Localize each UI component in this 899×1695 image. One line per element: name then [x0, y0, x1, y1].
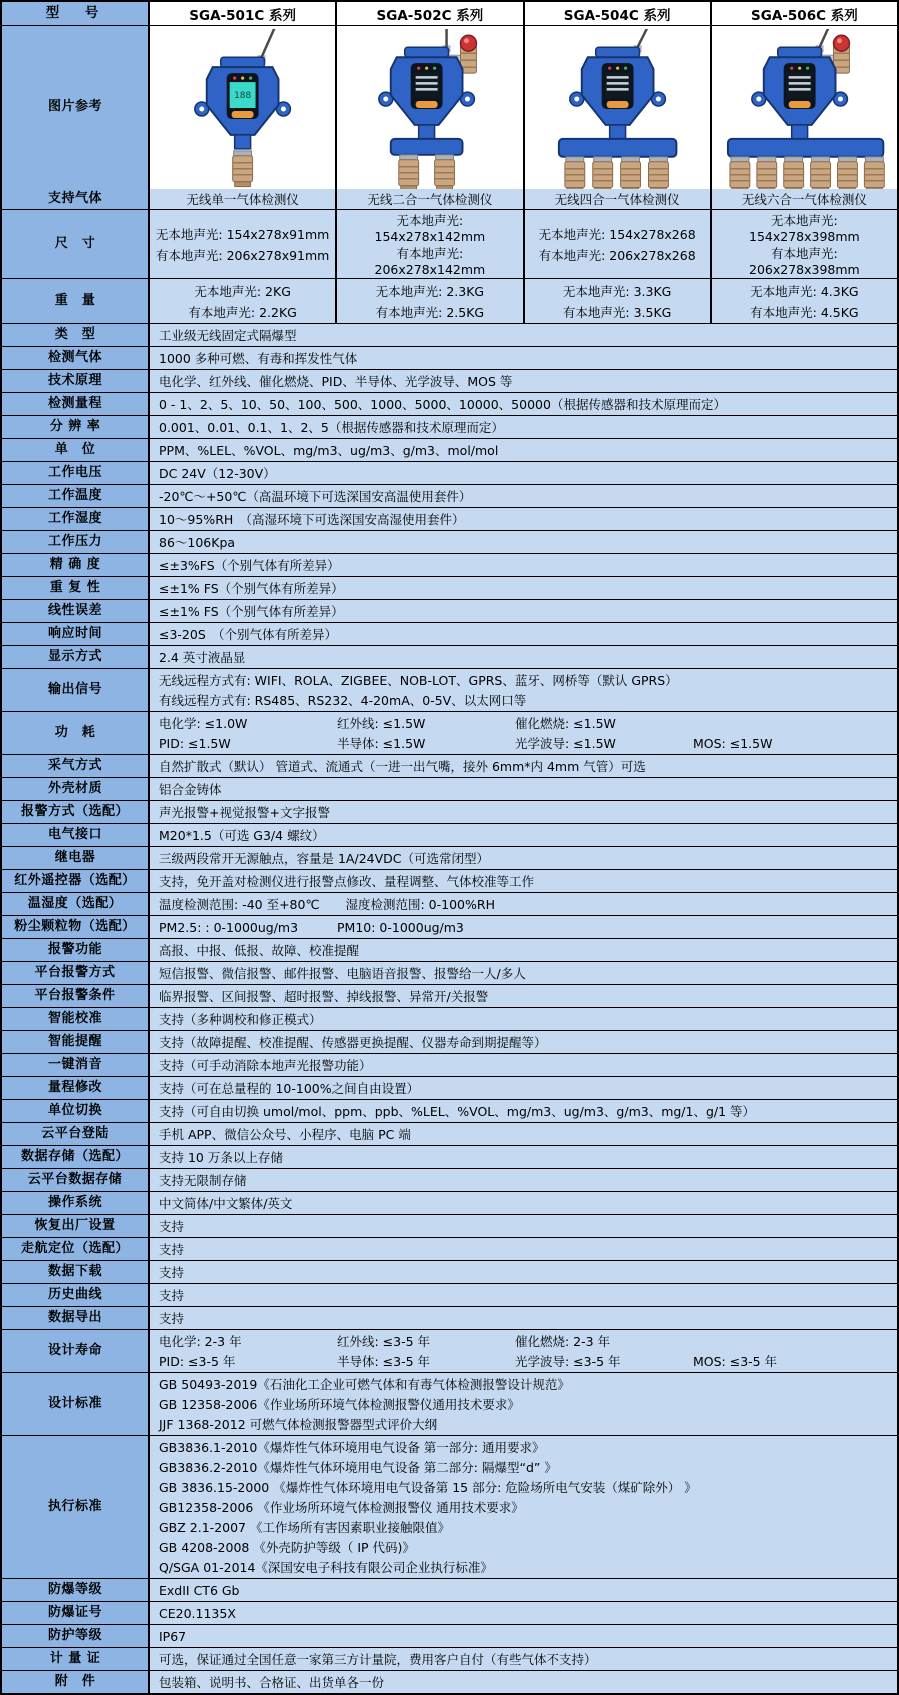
row-label: 计 量 证 — [2, 1648, 148, 1670]
table-row — [2, 392, 897, 415]
row-label: 单位切换 — [2, 1100, 148, 1122]
value-line: 支持（可自由切换 umol/mol、ppm、ppb、%LEL、%VOL、mg/m3、ug/m3、g/m3、mg/1、g/1 等） — [159, 1104, 756, 1119]
table-row — [2, 668, 897, 711]
row-label: 输出信号 — [2, 669, 148, 711]
row-value — [148, 824, 897, 846]
value-line: 1000 多种可燃、有毒和挥发性气体 — [159, 351, 358, 366]
row-value — [148, 1330, 897, 1372]
model-value — [335, 279, 522, 323]
row-label: 工作温度 — [2, 485, 148, 507]
model-name-sga-506c: SGA-506C 系列 — [710, 2, 897, 25]
value-line: 支持 — [159, 1242, 185, 1257]
row-label: 工作电压 — [2, 462, 148, 484]
row-label: 报警方式（选配） — [2, 801, 148, 823]
value-line: 无本地声光: 3.3KG — [562, 283, 672, 299]
value-line: 无本地声光: 154x278x268 — [538, 226, 696, 242]
value-segment: 红外线: ≤3-5 年 — [337, 1334, 431, 1349]
value-segment: PM10: 0-1000ug/m3 — [337, 919, 464, 935]
value-line: 短信报警、微信报警、邮件报警、电脑语音报警、报警给一人/多人 — [159, 966, 526, 981]
table-row — [2, 438, 897, 461]
value-segment: 半导体: ≤1.5W — [337, 736, 426, 751]
row-value — [148, 1373, 897, 1435]
row-label: 历史曲线 — [2, 1284, 148, 1306]
value-line: 手机 APP、微信公众号、小程序、电脑 PC 端 — [159, 1127, 411, 1142]
row-label: 功 耗 — [2, 712, 148, 754]
row-label: 防爆证号 — [2, 1602, 148, 1624]
value-line: 有本地声光: 206x278x91mm — [155, 247, 330, 263]
value-line: 有本地声光: 2.5KG — [375, 304, 485, 320]
row-label: 尺 寸 — [2, 210, 148, 278]
row-value — [148, 393, 897, 415]
row-value — [148, 439, 897, 461]
table-row — [2, 323, 897, 346]
value-line — [159, 1331, 893, 1351]
table-row — [2, 1260, 897, 1283]
table-row — [2, 530, 897, 553]
value-line: GB 12358-2006《作业场所环境气体检测报警仪通用技术要求》 — [159, 1397, 520, 1412]
row-label: 支持气体 — [2, 189, 148, 209]
table-row — [2, 1647, 897, 1670]
table-row — [2, 1237, 897, 1260]
table-header-row — [2, 2, 897, 25]
value-line: 包装箱、说明书、合格证、出货单各一份 — [159, 1675, 385, 1690]
row-value — [148, 1100, 897, 1122]
value-line: 2.4 英寸液晶显 — [159, 650, 246, 665]
value-line: 有本地声光: 2.2KG — [188, 304, 297, 320]
row-value — [148, 531, 897, 553]
model-value: 无线四合一气体检测仪 — [523, 189, 710, 209]
table-row — [2, 1099, 897, 1122]
value-segment: PM2.5: : 0-1000ug/m3 — [159, 919, 299, 935]
table-row — [2, 938, 897, 961]
table-row — [2, 1053, 897, 1076]
table-row — [2, 576, 897, 599]
value-line: 支持 — [159, 1311, 185, 1326]
value-line — [159, 1351, 893, 1371]
table-row — [2, 1168, 897, 1191]
value-line: 10～95%RH （高湿环境下可选深国安高湿使用套件） — [159, 512, 465, 527]
value-line: DC 24V（12-30V） — [159, 466, 276, 481]
row-label: 附 件 — [2, 1671, 148, 1693]
value-line: 支持 10 万条以上存储 — [159, 1150, 283, 1165]
table-row — [2, 415, 897, 438]
row-label: 重 量 — [2, 279, 148, 323]
row-label: 类 型 — [2, 324, 148, 346]
product-image-cell-sga-504c — [523, 26, 710, 189]
table-row — [2, 961, 897, 984]
row-label: 设计标准 — [2, 1373, 148, 1435]
image-row-label: 图片参考 — [2, 26, 148, 189]
value-line: GB3836.1-2010《爆炸性气体环境用电气设备 第一部分: 通用要求》 — [159, 1440, 545, 1455]
row-label: 继电器 — [2, 847, 148, 869]
table-row — [2, 1435, 897, 1578]
row-label: 智能校准 — [2, 1008, 148, 1030]
table-row — [2, 1306, 897, 1329]
value-line: 无本地声光: 154x278x398mm — [749, 213, 860, 244]
value-line: GB 3836.15-2000 《爆炸性气体环境用电气设备第 15 部分: 危险场所电气安装（煤矿除外） 》 — [159, 1480, 697, 1495]
row-label: 智能提醒 — [2, 1031, 148, 1053]
model-value — [710, 210, 897, 278]
table-row — [2, 1283, 897, 1306]
row-value — [148, 1436, 897, 1578]
value-line: ExdII CT6 Gb — [159, 1582, 240, 1598]
table-row — [2, 869, 897, 892]
row-value — [148, 847, 897, 869]
value-line: 有本地声光: 4.5KG — [750, 304, 859, 320]
row-value — [148, 462, 897, 484]
model-header-label: 型 号 — [2, 2, 148, 25]
image-reference-row — [2, 25, 897, 189]
value-line: 中文简体/中文繁体/英文 — [159, 1196, 293, 1211]
row-value — [148, 554, 897, 576]
value-line: 高报、中报、低报、故障、校准提醒 — [159, 943, 360, 958]
value-line — [159, 917, 893, 937]
value-line: 电化学、红外线、催化燃烧、PID、半导体、光学波导、MOS 等 — [159, 374, 513, 389]
sga-506c-product-image — [712, 29, 897, 189]
table-row — [2, 599, 897, 622]
row-value — [148, 1579, 897, 1601]
model-value: 无线单一气体检测仪 — [148, 189, 335, 209]
row-label: 量程修改 — [2, 1077, 148, 1099]
row-value — [148, 1238, 897, 1260]
row-label: 单 位 — [2, 439, 148, 461]
value-line: ≤±1% FS（个别气体有所差异） — [159, 581, 344, 596]
row-label: 执行标准 — [2, 1436, 148, 1578]
value-line: 有本地声光: 206x278x142mm — [374, 246, 486, 277]
value-line: GB12358-2006 《作业场所环境气体检测报警仪 通用技术要求》 — [159, 1500, 524, 1515]
value-line: GB 50493-2019《石油化工企业可燃气体和有毒气体检测报警设计规范》 — [159, 1377, 570, 1392]
value-line: 支持 — [159, 1265, 185, 1280]
sga-502c-product-image — [337, 29, 522, 189]
row-label: 工作压力 — [2, 531, 148, 553]
row-label: 精 确 度 — [2, 554, 148, 576]
value-line: 无本地声光: 154x278x91mm — [155, 226, 330, 242]
value-line: 无本地声光: 2KG — [194, 283, 291, 299]
value-segment: MOS: ≤3-5 年 — [693, 1354, 778, 1369]
value-line: ≤±1% FS（个别气体有所差异） — [159, 604, 344, 619]
row-value — [148, 324, 897, 346]
table-row — [2, 1601, 897, 1624]
value-line: ≤±3%FS（个别气体有所差异） — [159, 558, 340, 573]
value-line: 支持，免开盖对检测仪进行报警点修改、量程调整、气体校准等工作 — [159, 874, 535, 889]
value-segment: PID: ≤1.5W — [159, 735, 231, 751]
value-line: 无本地声光: 154x278x142mm — [374, 213, 486, 244]
model-name-sga-501c: SGA-501C 系列 — [148, 2, 335, 25]
row-label: 温湿度（选配） — [2, 893, 148, 915]
row-value — [148, 712, 897, 754]
row-value — [148, 1008, 897, 1030]
model-value — [710, 279, 897, 323]
value-line — [159, 713, 893, 733]
table-row — [2, 1670, 897, 1693]
row-value — [148, 577, 897, 599]
table-row — [2, 1578, 897, 1601]
table-row — [2, 1624, 897, 1647]
product-image-cell-sga-506c — [710, 26, 897, 189]
row-label: 分 辨 率 — [2, 416, 148, 438]
svg-text:188: 188 — [234, 91, 252, 102]
row-value — [148, 1169, 897, 1191]
product-image-cell-sga-502c — [335, 26, 522, 189]
row-label: 设计寿命 — [2, 1330, 148, 1372]
row-label: 外壳材质 — [2, 778, 148, 800]
row-label: 一键消音 — [2, 1054, 148, 1076]
row-label: 云平台数据存储 — [2, 1169, 148, 1191]
model-value: 无线二合一气体检测仪 — [335, 189, 522, 209]
value-line — [159, 733, 893, 753]
table-row — [2, 645, 897, 668]
value-line — [159, 894, 893, 914]
table-row — [2, 1214, 897, 1237]
value-line: 声光报警+视觉报警+文字报警 — [159, 805, 330, 820]
value-line: CE20.1135X — [159, 1605, 236, 1621]
table-row — [2, 777, 897, 800]
table-row — [2, 984, 897, 1007]
row-value — [148, 370, 897, 392]
table-row — [2, 915, 897, 938]
row-value — [148, 1261, 897, 1283]
value-line: GBZ 2.1-2007 《工作场所有害因素职业接触限值》 — [159, 1520, 450, 1535]
value-line: JJF 1368-2012 可燃气体检测报警器型式评价大纲 — [159, 1417, 438, 1432]
value-line: 86～106Kpa — [159, 535, 236, 550]
row-label: 红外遥控器（选配） — [2, 870, 148, 892]
table-row — [2, 346, 897, 369]
table-row — [2, 461, 897, 484]
row-label: 平台报警方式 — [2, 962, 148, 984]
row-value — [148, 778, 897, 800]
table-row — [2, 1329, 897, 1372]
value-line: PPM、%LEL、%VOL、mg/m3、ug/m3、g/m3、mol/mol — [159, 443, 499, 458]
value-line: 支持无限制存储 — [159, 1173, 247, 1188]
table-row — [2, 553, 897, 576]
value-line: 工业级无线固定式隔爆型 — [159, 328, 297, 343]
row-value — [148, 870, 897, 892]
row-label: 检测气体 — [2, 347, 148, 369]
row-label: 技术原理 — [2, 370, 148, 392]
value-line: 支持（多种调校和修正模式） — [159, 1012, 322, 1027]
row-value — [148, 916, 897, 938]
row-value — [148, 646, 897, 668]
value-segment: 催化燃烧: 2-3 年 — [515, 1334, 611, 1349]
value-segment: 光学波导: ≤3-5 年 — [515, 1354, 621, 1369]
row-value — [148, 508, 897, 530]
model-name-sga-504c: SGA-504C 系列 — [523, 2, 710, 25]
row-value — [148, 669, 897, 711]
row-value — [148, 1215, 897, 1237]
value-segment: 半导体: ≤3-5 年 — [337, 1354, 431, 1369]
value-line: 三级两段常开无源触点，容量是 1A/24VDC（可选常闭型） — [159, 851, 489, 866]
model-value — [523, 210, 710, 278]
value-segment: 红外线: ≤1.5W — [337, 716, 426, 731]
table-row — [2, 369, 897, 392]
value-line: 有线远程方式有: RS485、RS232、4-20mA、0-5V、以太网口等 — [159, 693, 527, 708]
model-value — [523, 279, 710, 323]
value-line: M20*1.5（可选 G3/4 螺纹） — [159, 828, 325, 843]
table-row — [2, 1030, 897, 1053]
row-value — [148, 1146, 897, 1168]
row-value — [148, 962, 897, 984]
row-value — [148, 1284, 897, 1306]
row-value — [148, 1671, 897, 1693]
model-name-sga-502c: SGA-502C 系列 — [335, 2, 522, 25]
value-segment: 电化学: 2-3 年 — [159, 1334, 242, 1349]
value-line: 无本地声光: 2.3KG — [375, 283, 485, 299]
table-row — [2, 823, 897, 846]
row-label: 防爆等级 — [2, 1579, 148, 1601]
row-value — [148, 939, 897, 961]
model-value: 无线六合一气体检测仪 — [710, 189, 897, 209]
value-line: 0.001、0.01、0.1、1、2、5（根据传感器和技术原理而定） — [159, 420, 504, 435]
row-value — [148, 1307, 897, 1329]
value-segment: 温度检测范围: -40 至+80℃ — [159, 897, 320, 912]
row-value — [148, 1054, 897, 1076]
value-line: IP67 — [159, 1628, 187, 1644]
value-line: 有本地声光: 206x278x398mm — [749, 246, 860, 277]
value-line: 有本地声光: 3.5KG — [562, 304, 672, 320]
value-line: 铝合金铸体 — [159, 782, 222, 797]
table-row — [2, 892, 897, 915]
row-value — [148, 1077, 897, 1099]
row-value — [148, 1192, 897, 1214]
row-label: 检测量程 — [2, 393, 148, 415]
row-value — [148, 893, 897, 915]
row-label: 电气接口 — [2, 824, 148, 846]
row-label: 走航定位（选配） — [2, 1238, 148, 1260]
sga-501c-product-image — [150, 29, 335, 189]
row-label: 云平台登陆 — [2, 1123, 148, 1145]
table-row — [2, 622, 897, 645]
table-row — [2, 507, 897, 530]
row-value — [148, 801, 897, 823]
row-value — [148, 755, 897, 777]
row-label: 线性误差 — [2, 600, 148, 622]
value-line: Q/SGA 01-2014《深国安电子科技有限公司企业执行标准》 — [159, 1560, 493, 1575]
row-label: 防护等级 — [2, 1625, 148, 1647]
value-line: 支持（可在总量程的 10-100%之间自由设置） — [159, 1081, 420, 1096]
row-value — [148, 1625, 897, 1647]
sga-504c-product-image — [525, 29, 710, 189]
row-label: 采气方式 — [2, 755, 148, 777]
table-row — [2, 1076, 897, 1099]
value-segment: 催化燃烧: ≤1.5W — [515, 716, 616, 731]
value-line: 自然扩散式（默认） 管道式、流通式（一进一出气嘴，接外 6mm*内 4mm 气管）可选 — [159, 759, 646, 774]
row-value — [148, 347, 897, 369]
table-row — [2, 846, 897, 869]
row-label: 平台报警条件 — [2, 985, 148, 1007]
value-line: 支持（故障提醒、校准提醒、传感器更换提醒、仪器寿命到期提醒等） — [159, 1035, 547, 1050]
table-row — [2, 209, 897, 278]
row-value — [148, 485, 897, 507]
table-row — [2, 711, 897, 754]
row-value — [148, 623, 897, 645]
value-line: GB 4208-2008 《外壳防护等级（ IP 代码)》 — [159, 1540, 415, 1555]
value-segment: MOS: ≤1.5W — [693, 735, 773, 751]
table-row — [2, 1191, 897, 1214]
value-segment: PID: ≤3-5 年 — [159, 1354, 236, 1369]
value-line: 无本地声光: 4.3KG — [750, 283, 859, 299]
row-value — [148, 1123, 897, 1145]
table-row — [2, 800, 897, 823]
model-value — [335, 210, 522, 278]
value-line: 可选，保证通过全国任意一家第三方计量院，费用客户自付（有些气体不支持） — [159, 1652, 597, 1667]
model-value — [148, 210, 335, 278]
row-label: 操作系统 — [2, 1192, 148, 1214]
row-label: 数据存储（选配） — [2, 1146, 148, 1168]
value-line: 支持 — [159, 1288, 185, 1303]
table-row — [2, 1122, 897, 1145]
value-line: 支持（可手动消除本地声光报警功能） — [159, 1058, 372, 1073]
row-value — [148, 1602, 897, 1624]
row-value — [148, 416, 897, 438]
row-label: 响应时间 — [2, 623, 148, 645]
value-line: 临界报警、区间报警、超时报警、掉线报警、异常开/关报警 — [159, 989, 489, 1004]
table-row — [2, 754, 897, 777]
row-value — [148, 1648, 897, 1670]
table-row — [2, 189, 897, 209]
value-segment: 湿度检测范围: 0-100%RH — [345, 897, 495, 912]
product-image-cell-sga-501c — [148, 26, 335, 189]
row-label: 恢复出厂设置 — [2, 1215, 148, 1237]
value-segment: 电化学: ≤1.0W — [159, 716, 248, 731]
row-value — [148, 1031, 897, 1053]
model-value — [148, 279, 335, 323]
value-line: GB3836.2-2010《爆炸性气体环境用电气设备 第二部分: 隔爆型“d” 》 — [159, 1460, 557, 1475]
row-label: 数据导出 — [2, 1307, 148, 1329]
value-line: -20℃～+50℃（高温环境下可选深国安高温使用套件） — [159, 489, 472, 504]
row-value — [148, 600, 897, 622]
row-label: 显示方式 — [2, 646, 148, 668]
row-label: 重 复 性 — [2, 577, 148, 599]
value-segment: 光学波导: ≤1.5W — [515, 736, 616, 751]
table-row — [2, 484, 897, 507]
table-row — [2, 1372, 897, 1435]
table-row — [2, 278, 897, 323]
row-label: 数据下载 — [2, 1261, 148, 1283]
spec-rows-container — [2, 189, 897, 1693]
row-label: 报警功能 — [2, 939, 148, 961]
value-line: 无线远程方式有: WIFI、ROLA、ZIGBEE、NOB-LOT、GPRS、蓝牙、网桥等（默认 GPRS） — [159, 673, 678, 688]
table-row — [2, 1145, 897, 1168]
value-line: 有本地声光: 206x278x268 — [538, 247, 696, 263]
row-label: 粉尘颗粒物（选配） — [2, 916, 148, 938]
value-line: 0 - 1、2、5、10、50、100、500、1000、5000、10000、50000（根据传感器和技术原理而定） — [159, 397, 726, 412]
row-value — [148, 985, 897, 1007]
row-label: 工作湿度 — [2, 508, 148, 530]
value-line: ≤3-20S （个别气体有所差异） — [159, 627, 338, 642]
table-row — [2, 1007, 897, 1030]
value-line: 支持 — [159, 1219, 185, 1234]
